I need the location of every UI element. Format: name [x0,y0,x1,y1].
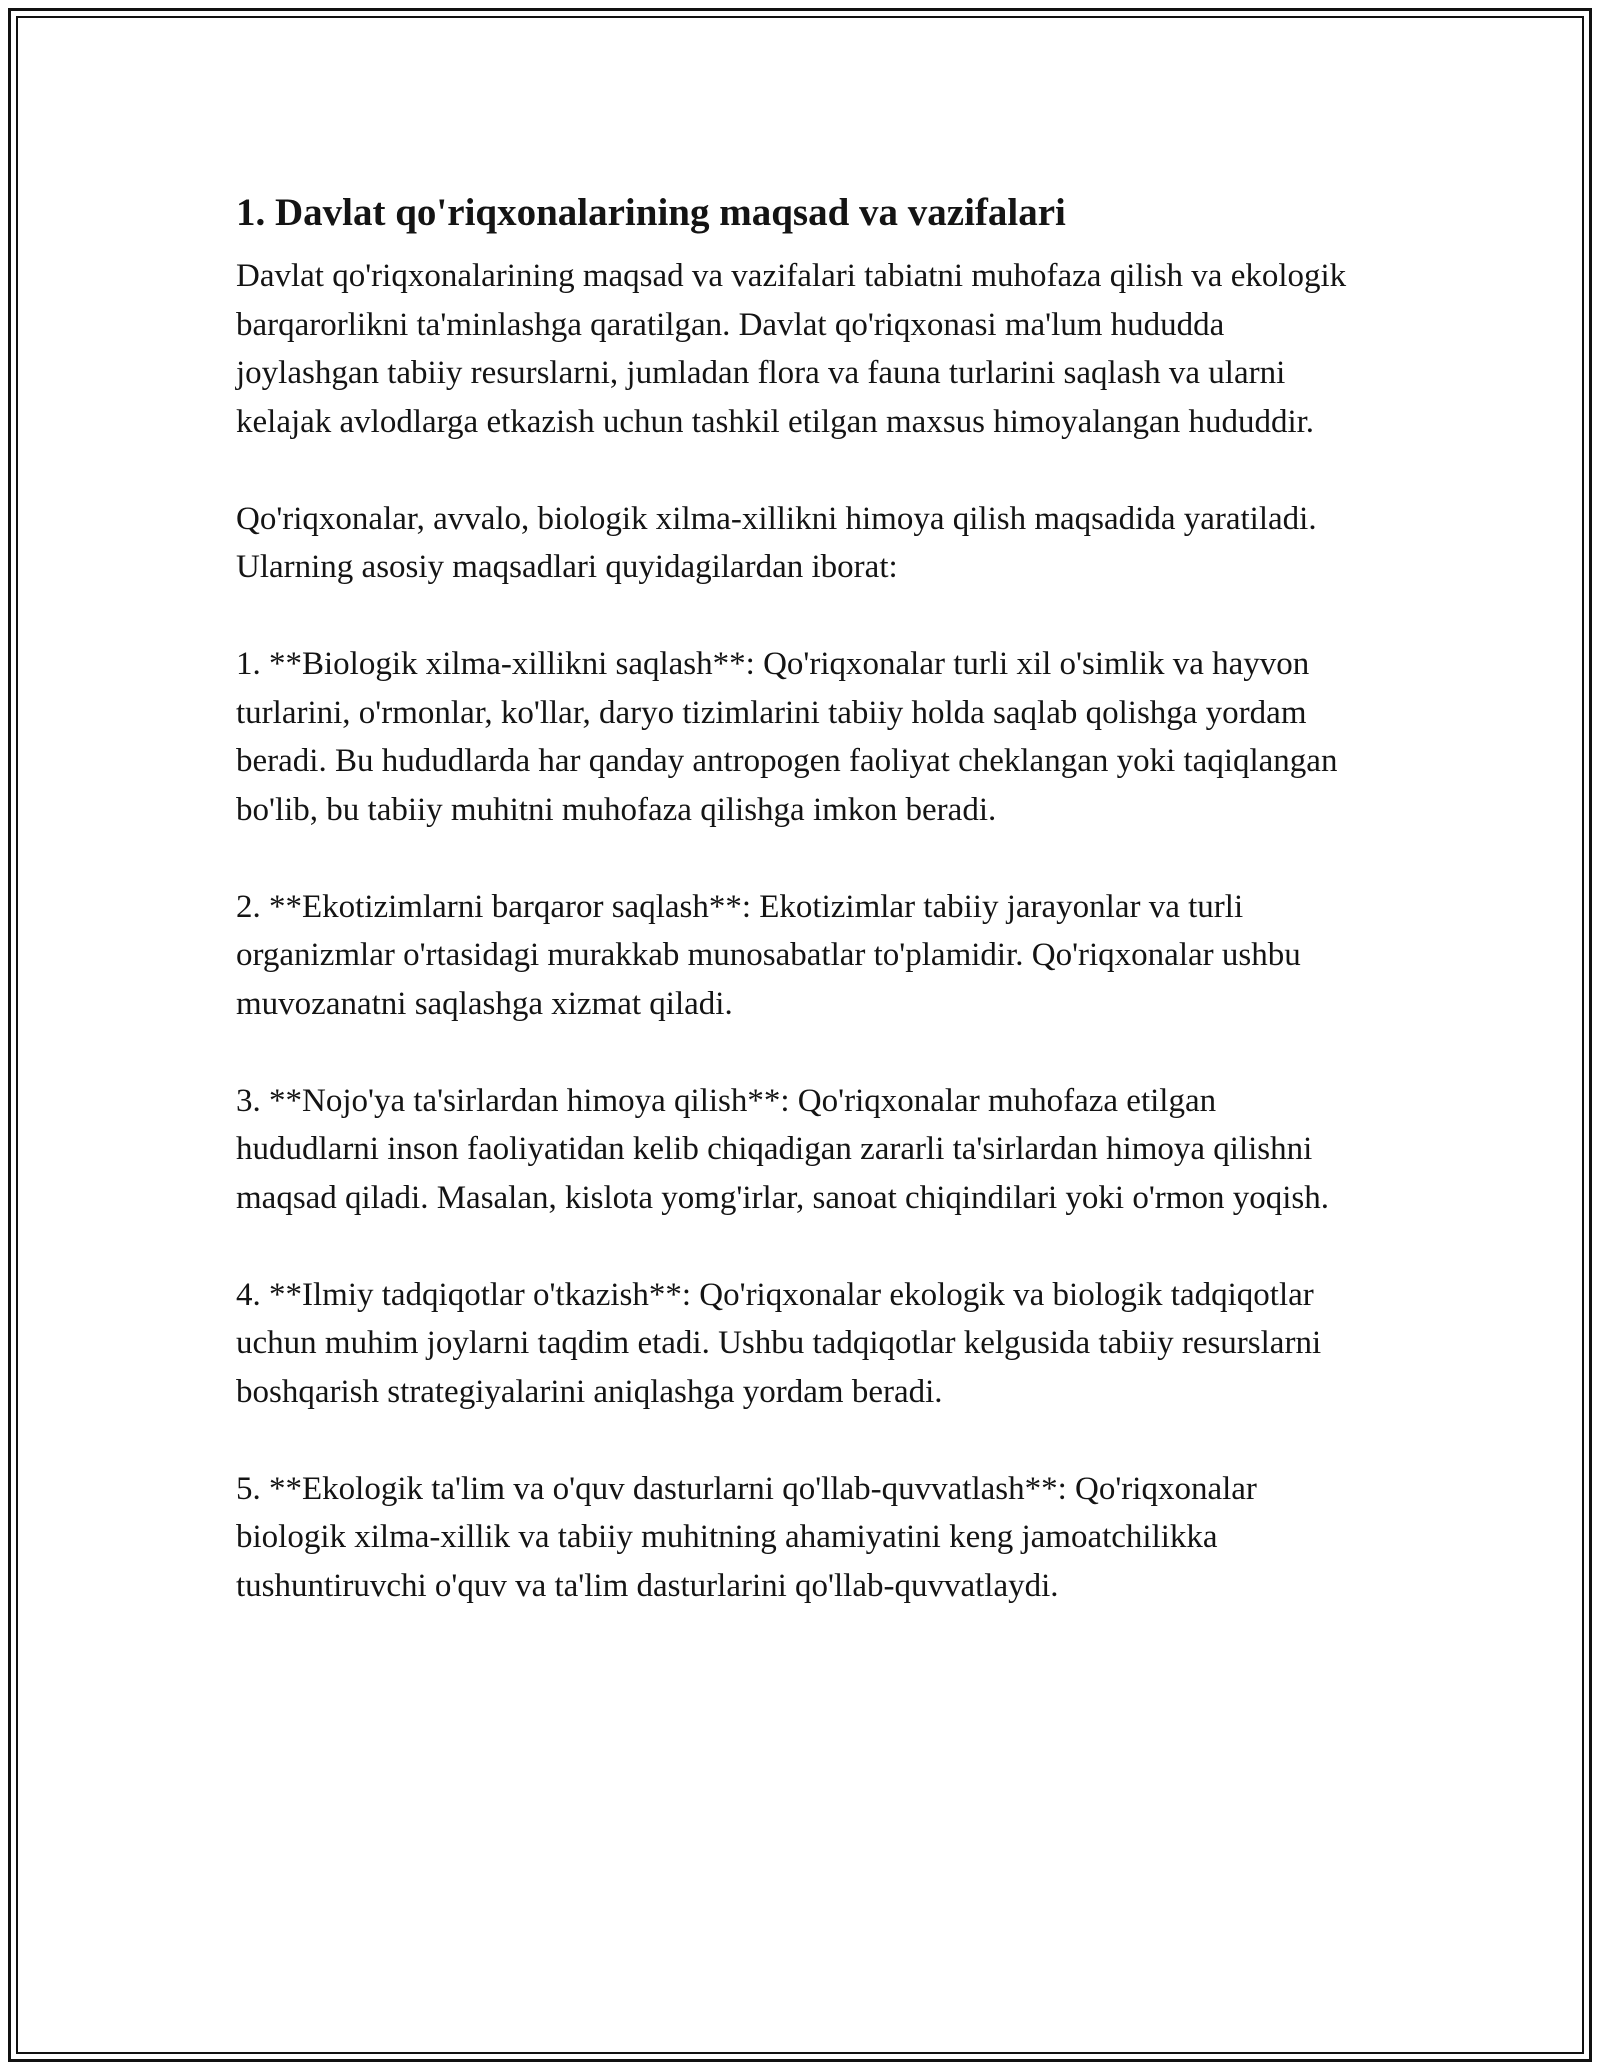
document-title: 1. Davlat qo'riqxonalarining maqsad va vazifalari [236,191,1066,234]
list-item-2: 2. **Ekotizimlarni barqaror saqlash**: Ekotizimlar tabiiy jarayonlar va turli organizmlar o'rtasidagi murakkab munosabatlar to'plamidir. Qo'riqxonalar ushbu muvozanatni saqlashga xizmat qiladi. [236,888,1301,1022]
list-item-5: 5. **Ekologik ta'lim va o'quv dasturlarni qo'llab-quvvatlash**: Qo'riqxonalar biologik xilma-xillik va tabiiy muhitning ahamiyatini keng jamoatchilikka tushuntiruvchi o'quv va ta'lim dasturlarini qo'llab-quvvatlaydi. [236,1470,1257,1604]
list-item-3: 3. **Nojo'ya ta'sirlardan himoya qilish**: Qo'riqxonalar muhofaza etilgan hududlarni inson faoliyatidan kelib chiqadigan zararli ta'sirlardan himoya qilishni maqsad qiladi. Masalan, kislota yomg'irlar, sanoat chiqindilari yoki o'rmon yoqish. [236,1082,1329,1216]
list-item-4: 4. **Ilmiy tadqiqotlar o'tkazish**: Qo'riqxonalar ekologik va biologik tadqiqotlar uchun muhim joylarni taqdim etadi. Ushbu tadqiqotlar kelgusida tabiiy resurslarni boshqarish strategiyalarini aniqlashga yordam beradi. [236,1276,1322,1410]
list-item-1: 1. **Biologik xilma-xillikni saqlash**: Qo'riqxonalar turli xil o'simlik va hayvon turlarini, o'rmonlar, ko'llar, daryo tizimlarini tabiiy holda saqlab qolishga yordam beradi. Bu hududlarda har qanday antropogen faoliyat cheklangan yoki taqiqlangan bo'lib, bu tabiiy muhitni muhofaza qilishga imkon beradi. [236,646,1338,828]
paragraph-intro: Davlat qo'riqxonalarining maqsad va vazifalari tabiatni muhofaza qilish va ekologik barqarorlikni ta'minlashga qaratilgan. Davlat qo'riqxonasi ma'lum hududda joylashgan tabiiy resurslarni, jumladan flora va fauna turlarini saqlash va ularni kelajak avlodlarga etkazish uchun tashkil etilgan maxsus himoyalangan hududdir. [236,258,1347,440]
paragraph-purpose: Qo'riqxonalar, avvalo, biologik xilma-xillikni himoya qilish maqsadida yaratiladi. Ularning asosiy maqsadlari quyidagilardan iborat: [236,500,1317,585]
document-body [236,186,1366,1659]
